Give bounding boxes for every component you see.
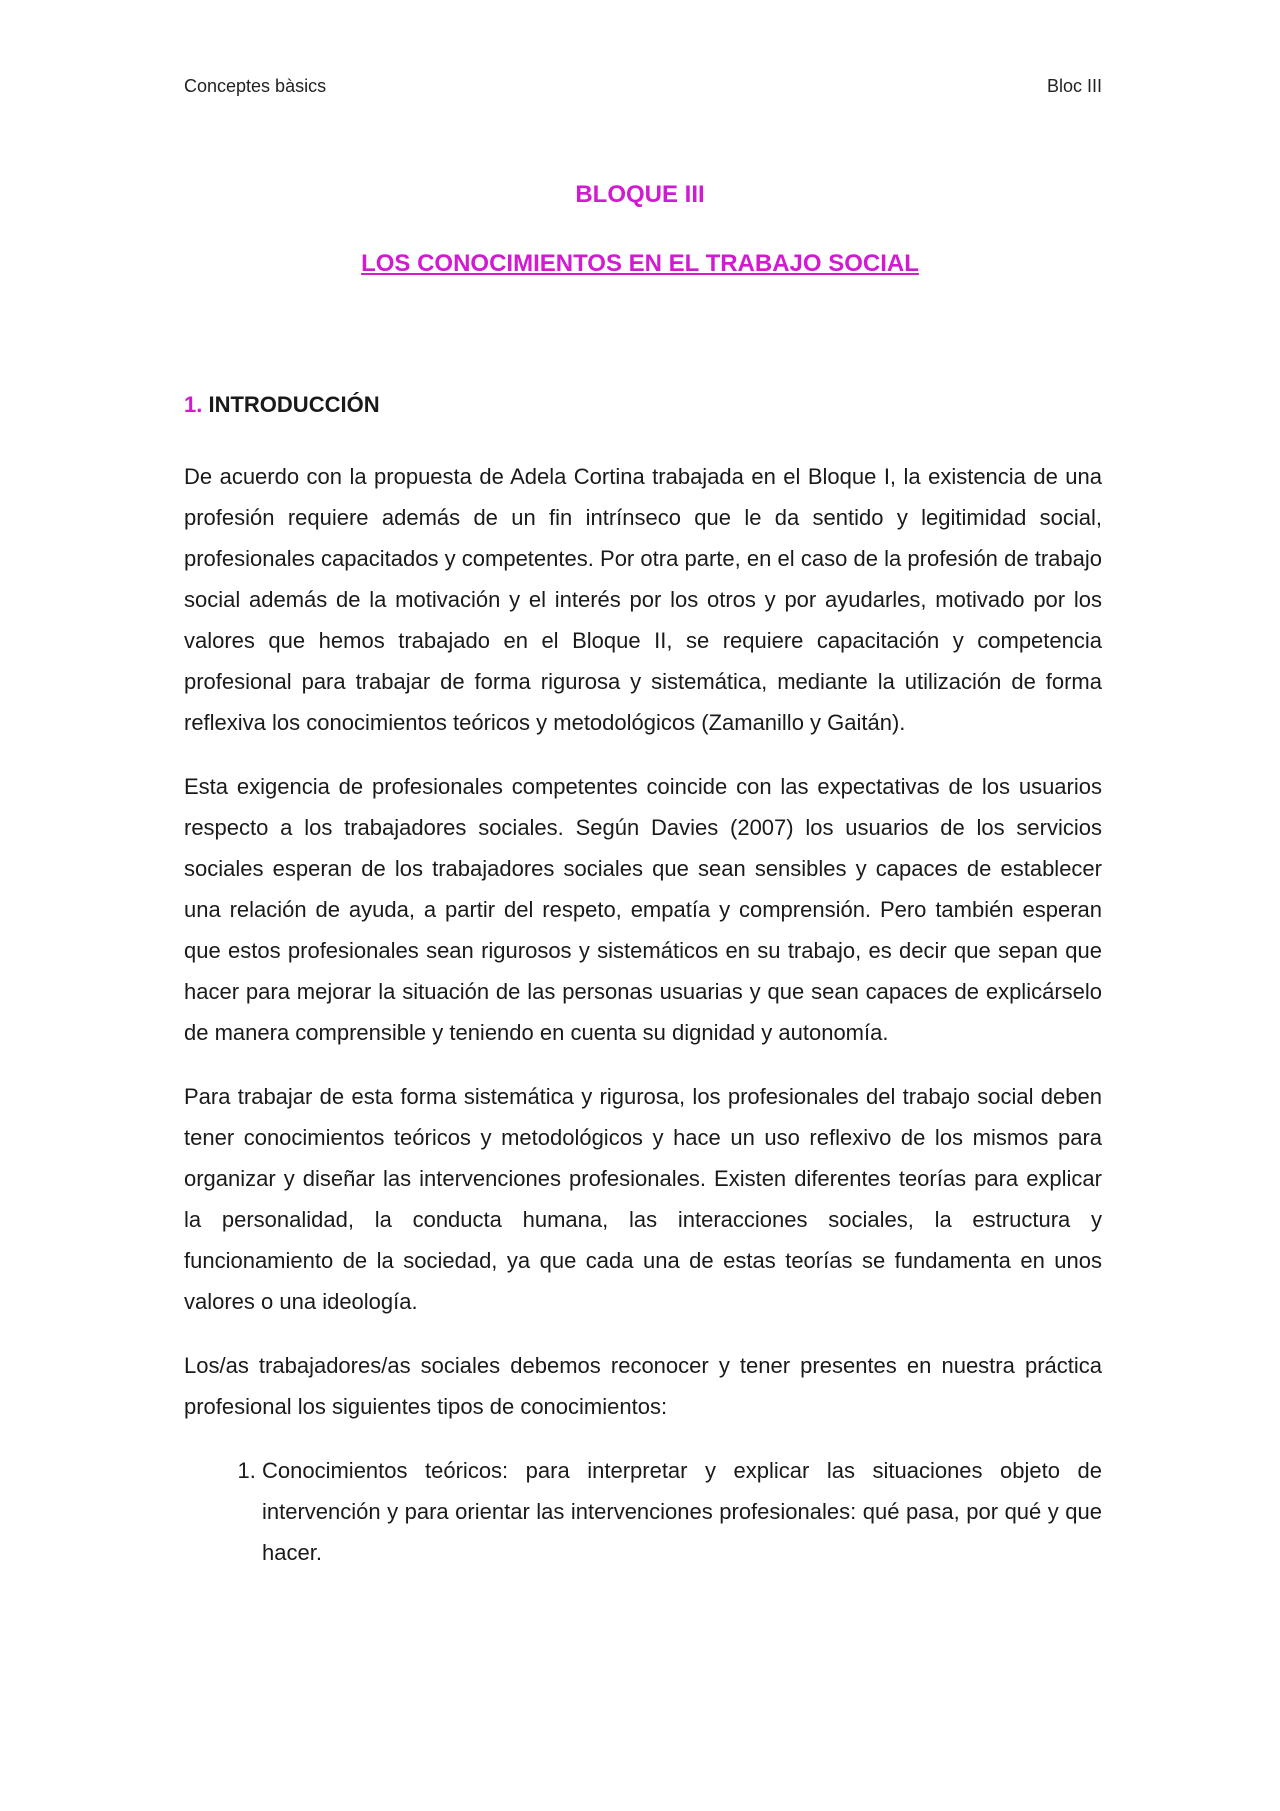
paragraph: De acuerdo con la propuesta de Adela Cortina trabajada en el Bloque I, la existencia de una profesión requiere además de un fin intrínseco que le da sentido y legitimidad social, profesionales capacitados y competentes. Por otra parte, en el caso de la profesión de trabajo social además de la motivación y el interés por los otros y por ayudarles, motivado por los valores que hemos trabajado en el Bloque II, se requiere capacitación y competencia profesional para trabajar de forma rigurosa y sistemática, mediante la utilización de forma reflexiva los conocimientos teóricos y metodológicos (Zamanillo y Gaitán).	[184, 464, 1102, 735]
block-subtitle: LOS CONOCIMIENTOS EN EL TRABAJO SOCIAL	[361, 250, 919, 277]
body-text	[184, 456, 1102, 1573]
running-header	[184, 76, 1102, 97]
list-item: 1. Conocimientos teóricos: para interpretar y explicar las situaciones objeto de intervención y para orientar las intervenciones profesionales: qué pasa, por qué y que hacer.	[262, 1450, 1102, 1573]
header-left-text: Conceptes bàsics	[184, 76, 327, 96]
paragraph: Para trabajar de esta forma sistemática y rigurosa, los profesionales del trabajo social deben tener conocimientos teóricos y metodológicos y hace un uso reflexivo de los mismos para organizar y diseñar las intervenciones profesionales. Existen diferentes teorías para explicar la personalidad, la conducta humana, las interacciones sociales, la estructura y funcionamiento de la sociedad, ya que cada una de estas teorías se fundamenta en unos valores o una ideología.	[184, 1084, 1102, 1314]
section-heading	[184, 392, 380, 418]
section-title: INTRODUCCIÓN	[208, 392, 380, 417]
block-title: BLOQUE III	[575, 181, 705, 208]
paragraph: Esta exigencia de profesionales competentes coincide con las expectativas de los usuarios respecto a los trabajadores sociales. Según Davies (2007) los usuarios de los servicios sociales esperan de los trabajadores sociales que sean sensibles y capaces de establecer una relación de ayuda, a partir del respeto, empatía y comprensión. Pero también esperan que estos profesionales sean rigurosos y sistemáticos en su trabajo, es decir que sepan que hacer para mejorar la situación de las personas usuarias y que sean capaces de explicárselo de manera comprensible y teniendo en cuenta su dignidad y autonomía.	[184, 774, 1102, 1045]
header-right-text: Bloc III	[1046, 76, 1102, 96]
section-number: 1.	[184, 392, 203, 417]
paragraph: Los/as trabajadores/as sociales debemos reconocer y tener presentes en nuestra práctica profesional los siguientes tipos de conocimientos:	[184, 1353, 1102, 1419]
knowledge-types-list	[184, 1450, 1102, 1573]
